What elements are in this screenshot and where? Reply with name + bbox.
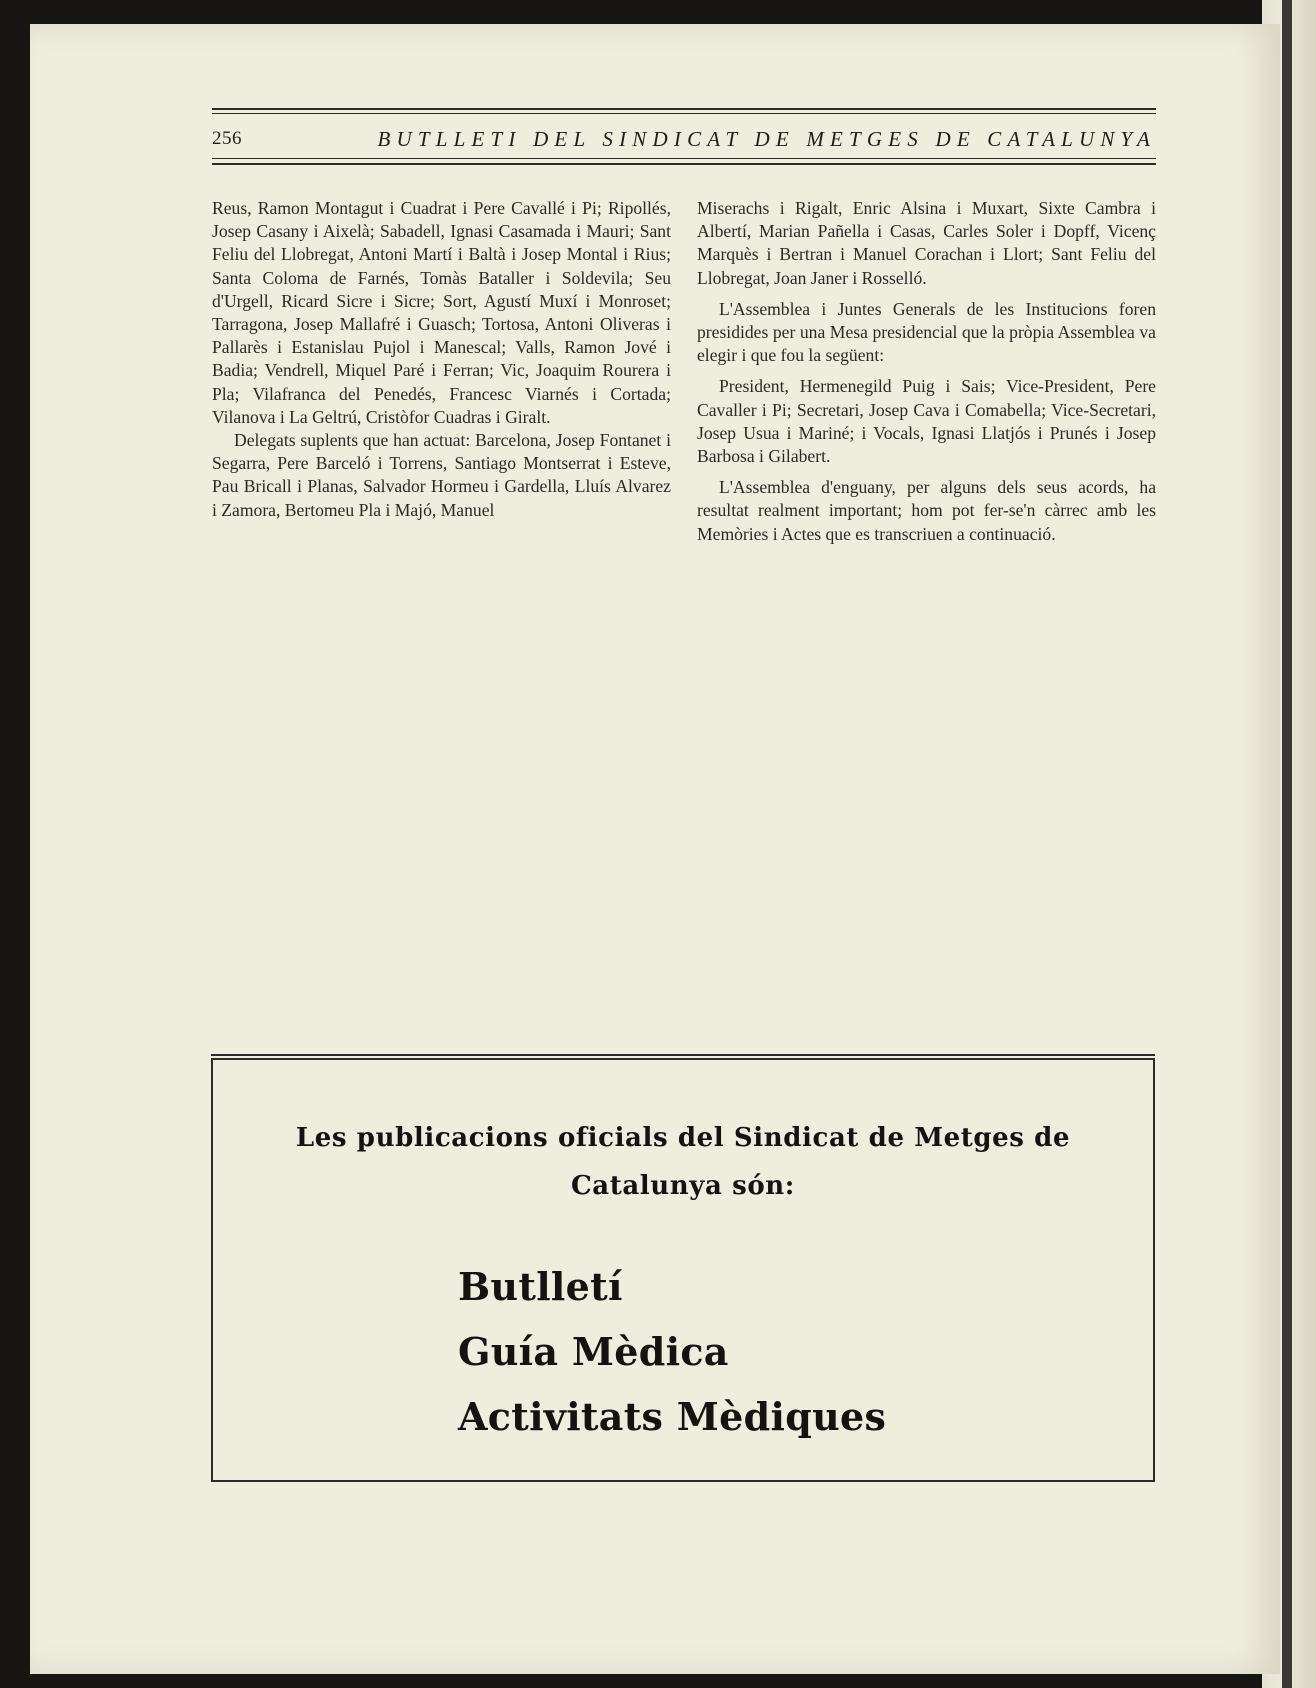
publications-list [458, 1254, 1058, 1449]
publication-butlleti: Butlletí [458, 1264, 623, 1309]
journal-title: BUTLLETI DEL SINDICAT DE METGES DE CATALUNYA [377, 126, 1156, 151]
right-paragraph-2: L'Assemblea i Juntes Generals de les Institucions foren presidides per una Mesa presidencial que la pròpia Assemblea va elegir i que fou la següent: [697, 298, 1156, 366]
header-line [212, 124, 1156, 154]
body-text [212, 197, 1156, 617]
header-rule-bottom [212, 163, 1156, 165]
advert-intro: Les publicacions oficials del Sindicat de Metges de Catalunya són: [295, 1123, 1071, 1201]
publications-advert [211, 1058, 1155, 1482]
header-rule-top [212, 108, 1156, 110]
left-column [212, 197, 671, 522]
right-paragraph-4: L'Assemblea d'enguany, per alguns dels seus acords, ha resultat realment important; hom pot fer-se'n càrrec amb les Memòries i Actes que es transcriuen a continuació. [697, 477, 1156, 544]
left-paragraph-1: Reus, Ramon Montagut i Cuadrat i Pere Cavallé i Pi; Ripollés, Josep Casany i Aixelà; Sabadell, Ignasi Casamada i Mauri; Sant Feliu del Llobregat, Antoni Martí i Baltà i Josep Montal i Rius; Santa Coloma de Farnés, Tomàs Bataller i Soldevila; Seu d'Urgell, Ricard Sicre i Sicre; Sort, Agustí Muxí i Monroset; Tarragona, Josep Mallafré i Guasch; Tortosa, Antoni Oliveras i Pallarès i Estanislau Pujol i Manescal; Valls, Ramon Jové i Badia; Vendrell, Miquel Paré i Ferran; Vic, Joaquim Rourera i Pla; Vilafranca del Penedés, Francesc Viarnés i Cortada; Vilanova i La Geltrú, Cristòfor Cuadras i Giralt. [212, 198, 671, 427]
page-header [212, 108, 1156, 170]
publication-guia-medica: Guía Mèdica [458, 1329, 729, 1374]
scan-gutter [1282, 0, 1292, 1688]
left-paragraph-2: Delegats suplents que han actuat: Barcelona, Josep Fontanet i Segarra, Pere Barceló i Torrens, Santiago Montserrat i Esteve, Pau Bricall i Planas, Salvador Hormeu i Gardella, Lluís Alvarez i Zamora, Bertomeu Pla i Majó, Manuel [212, 430, 671, 520]
header-rule-top-inner [212, 113, 1156, 114]
advert-top-rule [211, 1054, 1155, 1056]
right-paragraph-1: Miserachs i Rigalt, Enric Alsina i Muxart, Sixte Cambra i Albertí, Marian Pañella i Casas, Carles Soler i Dopff, Vicenç Marquès i Bertran i Manuel Corachan i Llort; Sant Feliu del Llobregat, Joan Janer i Rosselló. [697, 198, 1156, 288]
publication-activitats-mediques: Activitats Mèdiques [458, 1394, 887, 1439]
right-paragraph-3: President, Hermenegild Puig i Sais; Vice-President, Pere Cavaller i Pi; Secretari, Josep Cava i Comabella; Vice-Secretari, Josep Usua i Mariné; i Vocals, Ignasi Llatjós i Prunés i Josep Barbosa i Gilabert. [697, 376, 1156, 467]
page-number: 256 [212, 128, 242, 149]
header-rule-bottom-inner [212, 158, 1156, 159]
right-column [697, 197, 1156, 546]
